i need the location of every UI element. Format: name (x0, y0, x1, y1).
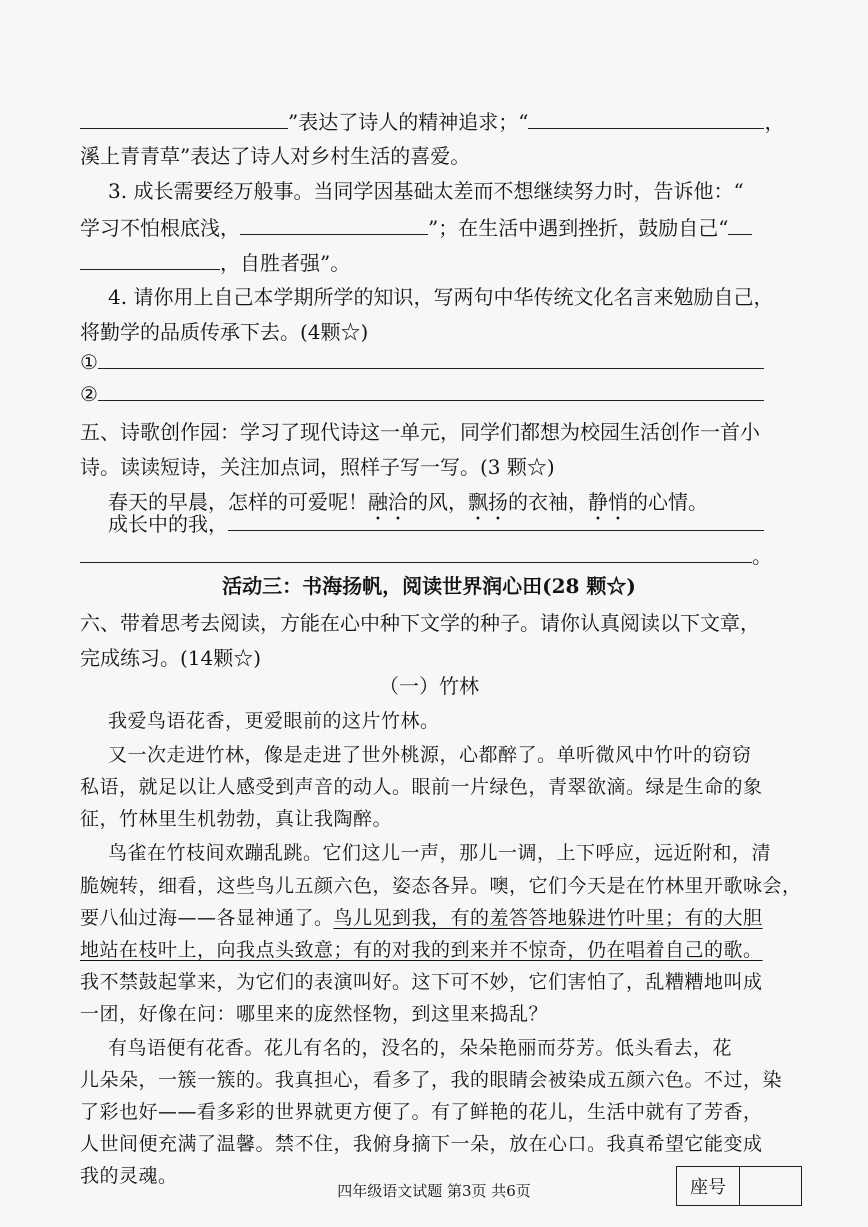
q5-continuation: 。 (80, 540, 778, 570)
seat-number-label: 座号 (677, 1167, 740, 1205)
seat-number-box (676, 1166, 802, 1206)
q3-line-2: 学习不怕根底浅， ”；在生活中遇到挫折，鼓励自己“ (80, 212, 778, 242)
q6-line-1: 六、带着思考去阅读，方能在心中种下文学的种子。请你认真阅读以下文章， (80, 611, 760, 635)
answer-line[interactable] (98, 346, 764, 369)
passage-line: 我的灵魂。 (80, 1165, 178, 1187)
passage-line: 有鸟语便有花香。花儿有名的，没名的，朵朵艳丽而芬芳。低头看去，花 (108, 1037, 733, 1059)
q2-line-2: 溪上青青草”表达了诗人对乡村生活的喜爱。 (80, 144, 471, 168)
passage-line: 了彩也好——看多彩的世界就更方便了。有了鲜艳的花儿，生活中就有了芳香， (80, 1101, 763, 1123)
q6-line-2: 完成练习。(14颗☆) (80, 646, 262, 670)
passage-line: 私语，就足以让人感受到声音的动人。眼前一片绿色，青翠欲滴。绿是生命的象 (80, 776, 763, 798)
q5-line-1: 五、诗歌创作园：学习了现代诗这一单元，同学们都想为校园生活创作一首小 (80, 420, 760, 444)
underlined-sentence: 地站在枝叶上，向我点头致意；有的对我的到来并不惊奇，仍在唱着自己的歌。 (80, 939, 763, 961)
activity-three-heading: 活动三：书海扬帆，阅读世界润心田(28 颗☆) (222, 574, 636, 598)
q3-line-1: 3. 成长需要经万般事。当同学因基础太差而不想继续努力时，告诉他：“ (108, 179, 744, 203)
q4-line-2: 将勤学的品质传承下去。(4颗☆) (80, 320, 369, 344)
passage-line: 征，竹林里生机勃勃，真让我陶醉。 (80, 808, 393, 830)
passage-paragraph-1: 我爱鸟语花香，更爱眼前的这片竹林。 (108, 710, 440, 732)
passage-line: 我不禁鼓起掌来，为它们的表演叫好。这下可不妙，它们害怕了，乱糟糟地叫成 (80, 971, 763, 993)
q4-answer-1: ① (80, 346, 778, 376)
passage-line: 要八仙过海——各显神通了。鸟儿见到我，有的羞答答地躲进竹叶里；有的大胆 (80, 907, 763, 929)
underlined-sentence: 鸟儿见到我，有的羞答答地躲进竹叶里；有的大胆 (333, 907, 763, 929)
passage-line: 鸟雀在竹枝间欢蹦乱跳。它们这儿一声，那儿一调，上下呼应，远近附和，清 (108, 842, 772, 864)
page-footer: 四年级语文试题 第3页 共6页 (337, 1182, 531, 1200)
passage-subtitle: （一）竹林 (379, 674, 479, 698)
answer-line[interactable] (98, 378, 764, 401)
answer-line[interactable] (80, 540, 752, 563)
passage-line: 脆婉转，细看，这些鸟儿五颜六色，姿态各异。噢，它们今天是在竹林里开歌咏会， (80, 875, 802, 897)
passage-line: 人世间便充满了温馨。禁不住，我俯身摘下一朵，放在心口。我真希望它能变成 (80, 1133, 763, 1155)
passage-line: 一团，好像在问：哪里来的庞然怪物，到这里来捣乱？ (80, 1003, 549, 1025)
q2-line-1: ”表达了诗人的精神追求；“ ， (80, 106, 778, 136)
answer-line[interactable] (228, 508, 764, 531)
q4-answer-2: ② (80, 378, 778, 408)
answer-blank[interactable] (240, 212, 428, 235)
answer-blank[interactable] (728, 212, 752, 235)
q5-example: 春天的早晨，怎样的可爱呢！融洽的风，飘扬的衣袖，静悄的心情。 (108, 490, 708, 514)
seat-number-field[interactable] (740, 1167, 801, 1205)
q3-line-3: ，自胜者强”。 (80, 247, 778, 277)
passage-line: 又一次走进竹林，像是走进了世外桃源，心都醉了。单听微风中竹叶的窃窃 (108, 744, 752, 766)
answer-blank[interactable] (528, 106, 764, 129)
q5-line-2: 诗。读读短诗，关注加点词，照样子写一写。(3 颗☆) (80, 455, 555, 479)
answer-blank[interactable] (80, 106, 288, 129)
q4-line-1: 4. 请你用上自己本学期所学的知识，写两句中华传统文化名言来勉励自己， (108, 285, 774, 309)
answer-blank[interactable] (80, 247, 220, 270)
passage-line: 儿朵朵，一簇一簇的。我真担心，看多了，我的眼睛会被染成五颜六色。不过，染 (80, 1069, 783, 1091)
q5-prompt: 成长中的我， (108, 508, 778, 538)
